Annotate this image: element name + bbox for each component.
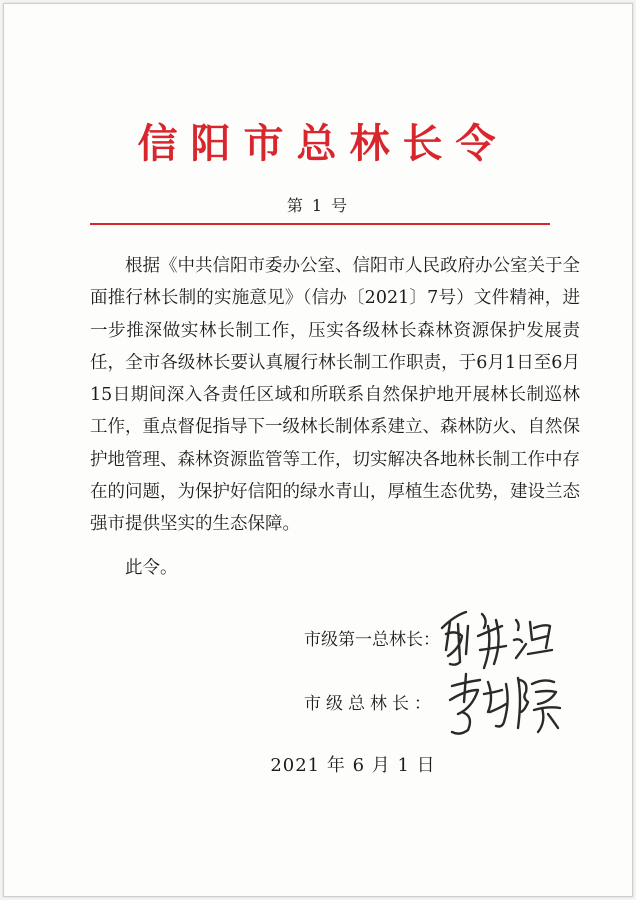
closing-line: 此令。 bbox=[125, 558, 178, 578]
order-number: 第 1 号 bbox=[286, 196, 350, 215]
signature-label-second: 市级总林长： bbox=[304, 694, 436, 714]
issue-date: 2021 年 6 月 1 日 bbox=[270, 755, 436, 776]
red-divider bbox=[90, 223, 550, 225]
document-page bbox=[3, 3, 633, 897]
handwritten-signature-first bbox=[436, 606, 556, 674]
handwritten-signature-second bbox=[444, 668, 564, 740]
signature-label-first: 市级第一总林长： bbox=[304, 630, 440, 650]
body-paragraph: 根据《中共信阳市委办公室、信阳市人民政府办公室关于全面推行林长制的实施意见》（信办〔2021〕7号）文件精神，进一步推深做实林长制工作，压实各级林长森林资源保护发展责任，全市各级林长要认真履行林长制工作职责，于6月1日至6月15日期间深入各责任区域和所联系自然保护地开展林长制巡林工作，重点督促指导下一级林长制体系建立、森林防火、自然保护地管理、森林资源监管等工作，切实解决各地林长制工作中存在的问题，为保护好信阳的绿水青山，厚植生态优势，建设兰态强市提供坚实的生态保障。 bbox=[90, 256, 580, 535]
document-title: 信阳市总林长令 bbox=[137, 121, 509, 167]
